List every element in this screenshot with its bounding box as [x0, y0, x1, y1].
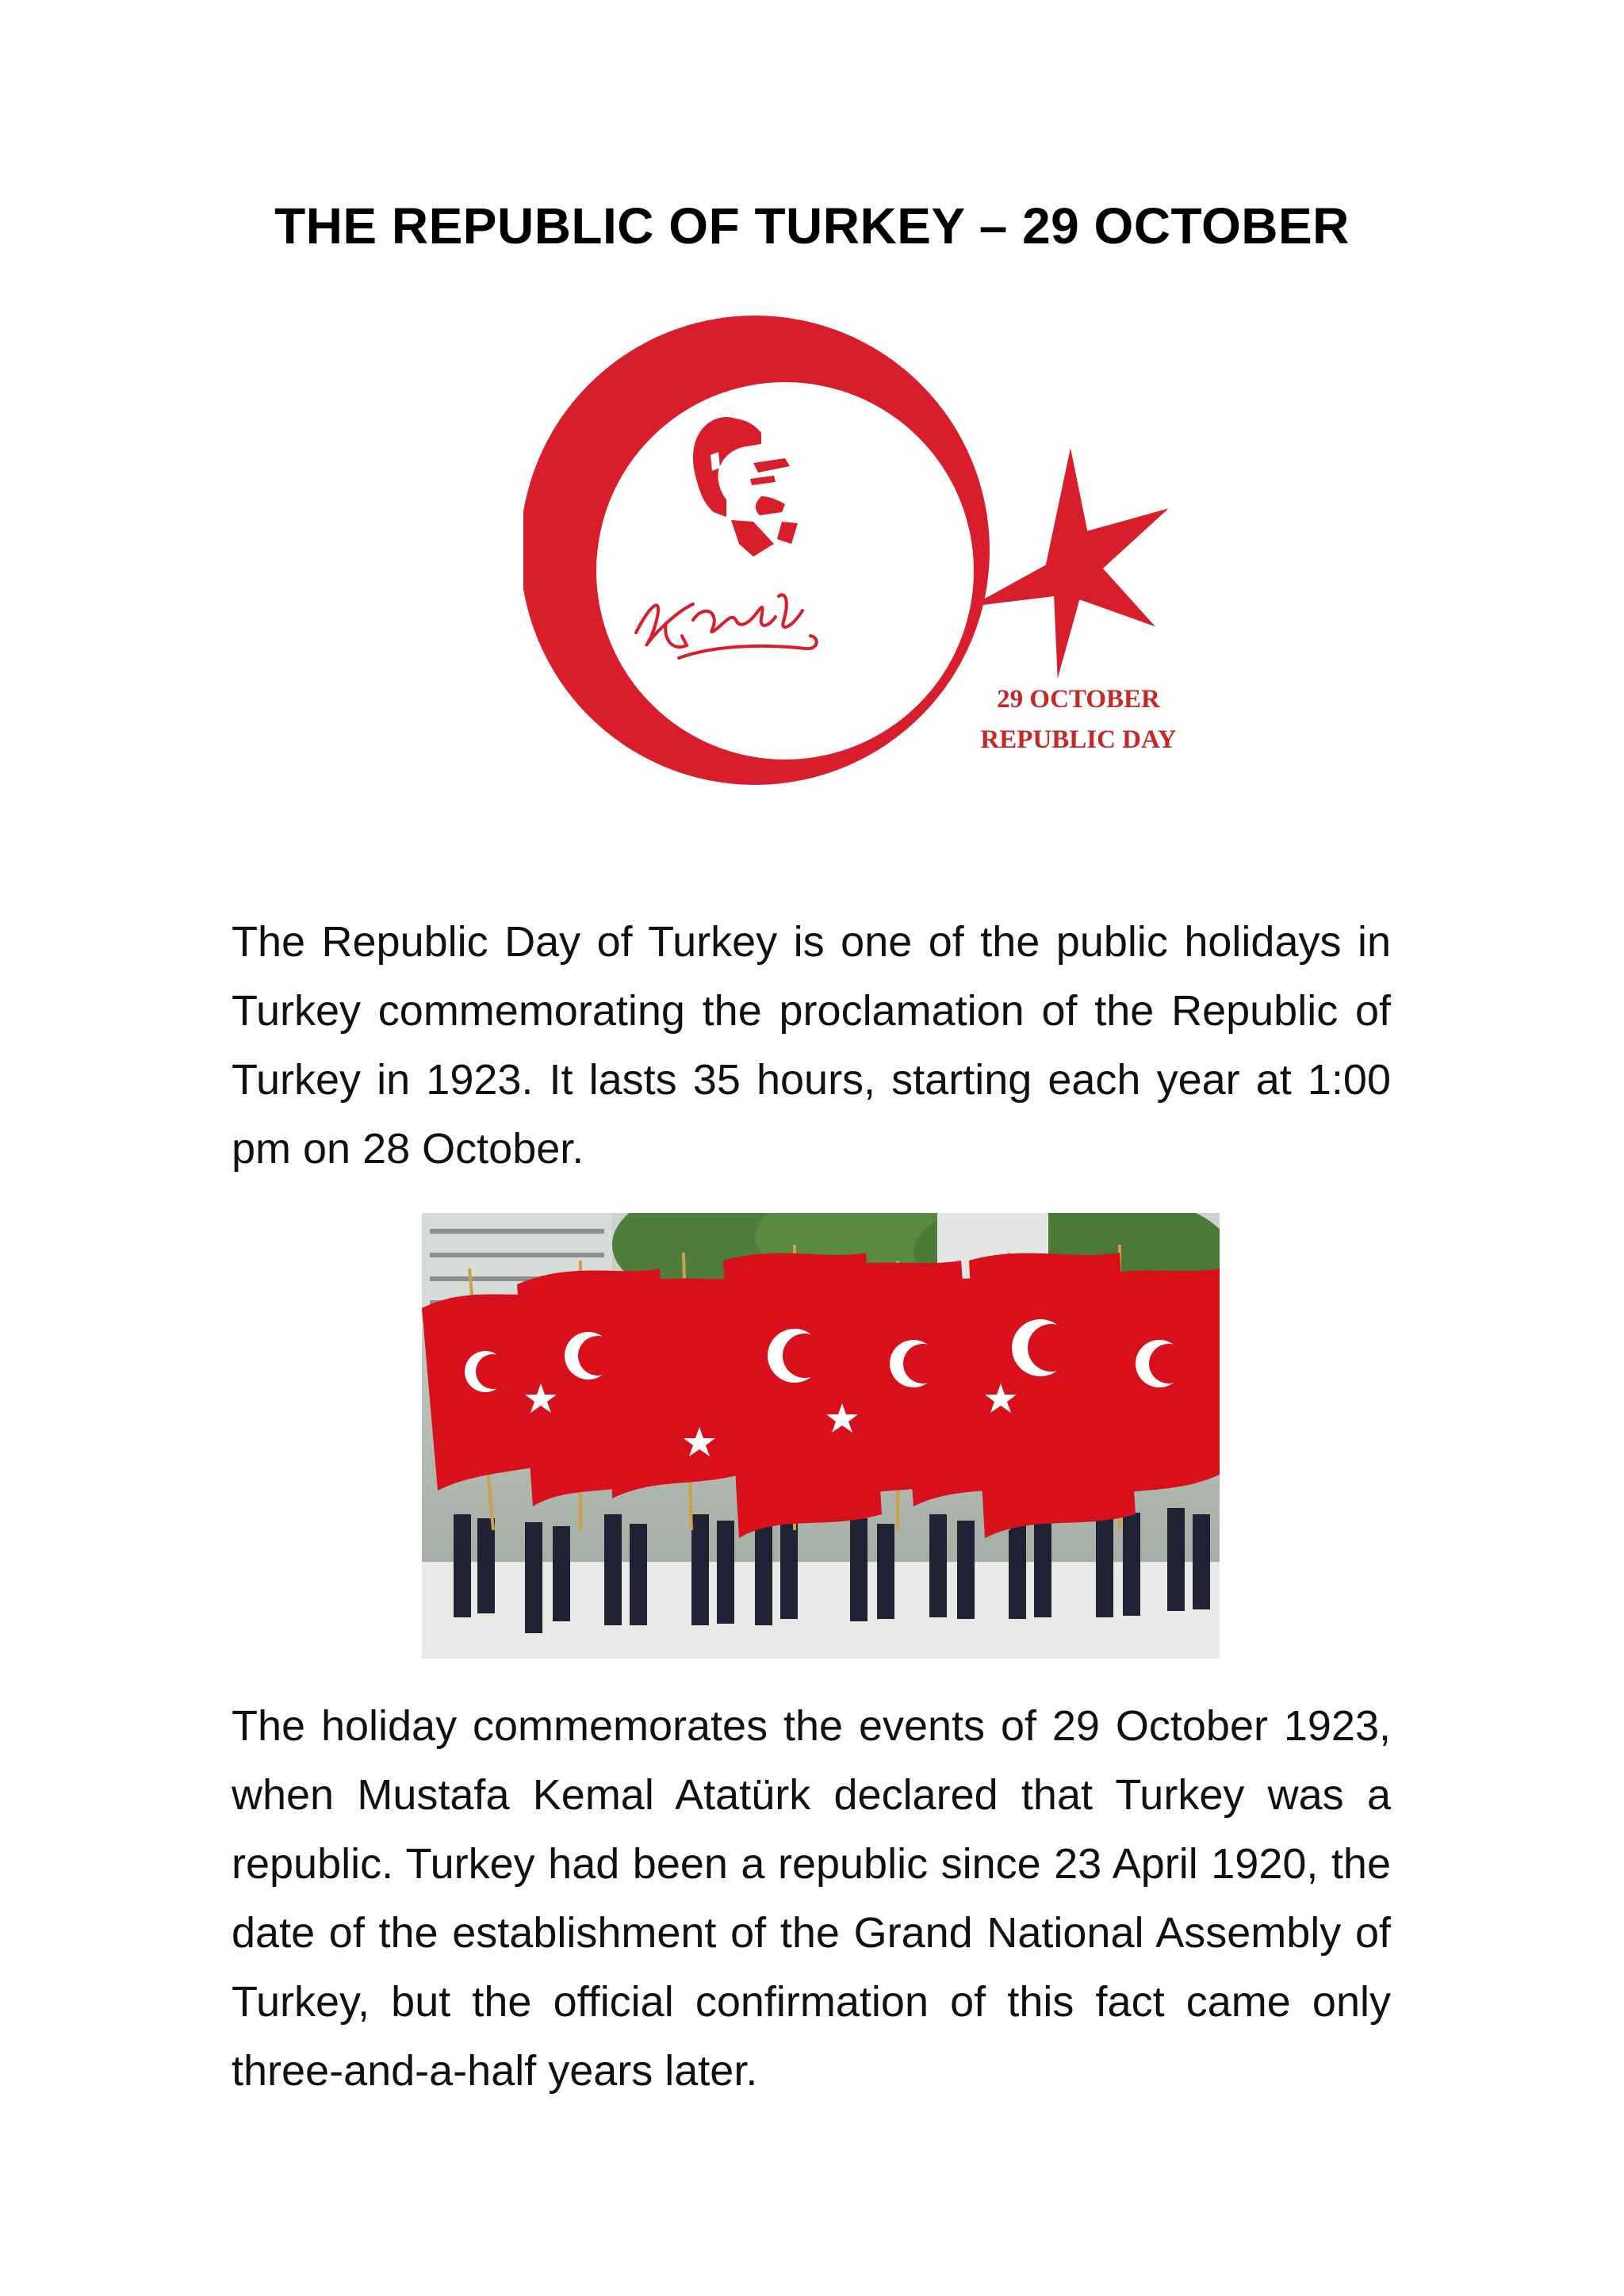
paragraph-history: The holiday commemorates the events of 29 October 1923, when Mustafa Kemal Atatürk declared that Turkey was a republic. Turkey had been a republic since 23 April 1920, the date of the establishment of the Grand National Assembly of Turkey, but the official confirmation of this fact came only three-and-a-half years later. — [232, 1702, 1391, 2095]
parade-flags-photo — [422, 1213, 1220, 1659]
page-title: THE REPUBLIC OF TURKEY – 29 OCTOBER — [274, 197, 1350, 254]
republic-day-emblem — [523, 309, 1205, 817]
emblem-caption-line2: REPUBLIC DAY — [980, 725, 1177, 754]
star-icon — [971, 448, 1169, 679]
paragraph-intro: The Republic Day of Turkey is one of the public holidays in Turkey commemorating the proclamation of the Republic of Turkey in 1923. It lasts 35 hours, starting each year at 1:00 pm on 28 October. — [232, 918, 1391, 1173]
emblem-caption-line1: 29 OCTOBER — [997, 685, 1160, 714]
